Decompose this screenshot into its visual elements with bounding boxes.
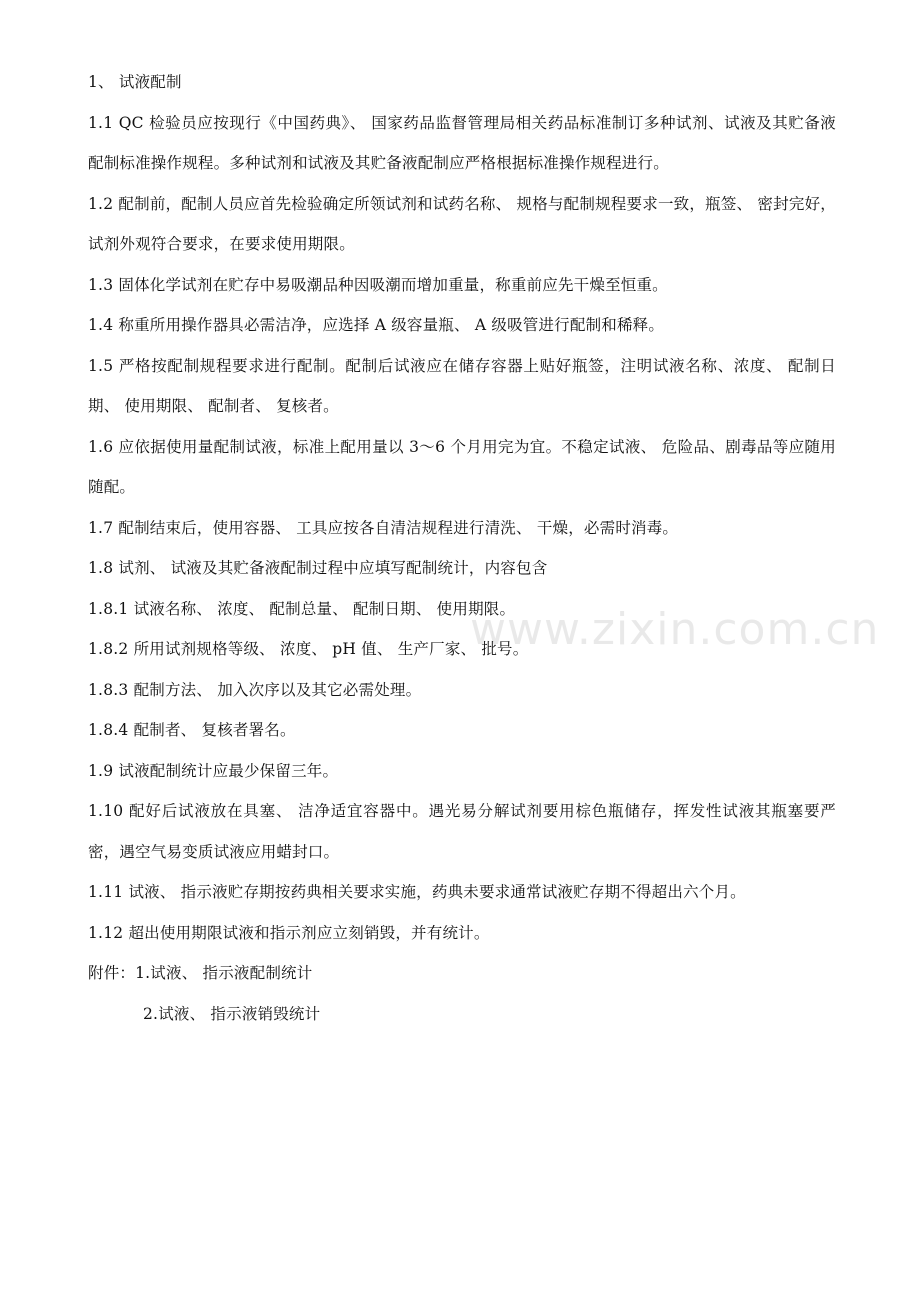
- paragraph-1-7: 1.7 配制结束后，使用容器、 工具应按各自清洁规程进行清洗、 干燥，必需时消毒。: [88, 518, 679, 537]
- paragraph-1-8-1: 1.8.1 试液名称、 浓度、 配制总量、 配制日期、 使用期限。: [88, 599, 516, 618]
- paragraph-1-12: 1.12 超出使用期限试液和指示剂应立刻销毁，并有统计。: [88, 923, 490, 942]
- paragraph-1-11: 1.11 试液、 指示液贮存期按药典相关要求实施，药典未要求通常试液贮存期不得超出六个月。: [88, 883, 746, 901]
- paragraph-1-1: 1.1 QC 检验员应按现行《中国药典》、 国家药品监督管理局相关药品标准制订多种试剂、试液及其贮备液配制标准操作规程。多种试剂和试液及其贮备液配制应严格根据标准操作规程进行。: [88, 113, 836, 172]
- paragraph-1-6: 1.6 应依据使用量配制试液，标准上配用量以 3～6 个月用完为宜。不稳定试液、 危险品、剧毒品等应随用随配。: [88, 437, 836, 496]
- paragraph-1-10: 1.10 配好后试液放在具塞、 洁净适宜容器中。遇光易分解试剂要用棕色瓶储存，挥发性试液其瓶塞要严密，遇空气易变质试液应用蜡封口。: [88, 802, 836, 861]
- paragraph-1-8: 1.8 试剂、 试液及其贮备液配制过程中应填写配制统计，内容包含: [88, 559, 548, 577]
- paragraph-1-8-3: 1.8.3 配制方法、 加入次序以及其它必需处理。: [88, 680, 422, 699]
- paragraph-1-8-2: 1.8.2 所用试剂规格等级、 浓度、 pH 值、 生产厂家、 批号。: [88, 640, 529, 658]
- paragraph-1-2: 1.2 配制前，配制人员应首先检验确定所领试剂和试药名称、 规格与配制规程要求一致，瓶签、 密封完好，试剂外观符合要求，在要求使用期限。: [88, 194, 836, 253]
- paragraph-1-8-4: 1.8.4 配制者、 复核者署名。: [88, 721, 296, 739]
- document-body: [88, 62, 836, 1034]
- section-heading: 1、 试液配制: [88, 73, 182, 91]
- paragraph-1-9: 1.9 试液配制统计应最少保留三年。: [88, 761, 339, 780]
- attachment-line-1: 附件：1.试液、 指示液配制统计: [88, 964, 313, 982]
- watermark-text: www.zixin.com.cn: [470, 604, 880, 655]
- paragraph-1-3: 1.3 固体化学试剂在贮存中易吸潮品种因吸潮而增加重量，称重前应先干燥至恒重。: [88, 275, 668, 294]
- attachment-line-2: 2.试液、 指示液销毁统计: [143, 1004, 321, 1023]
- paragraph-1-4: 1.4 称重所用操作器具必需洁净，应选择 A 级容量瓶、 A 级吸管进行配制和稀释。: [88, 316, 665, 334]
- paragraph-1-5: 1.5 严格按配制规程要求进行配制。配制后试液应在储存容器上贴好瓶签，注明试液名称、浓度、 配制日期、 使用期限、 配制者、 复核者。: [88, 356, 836, 415]
